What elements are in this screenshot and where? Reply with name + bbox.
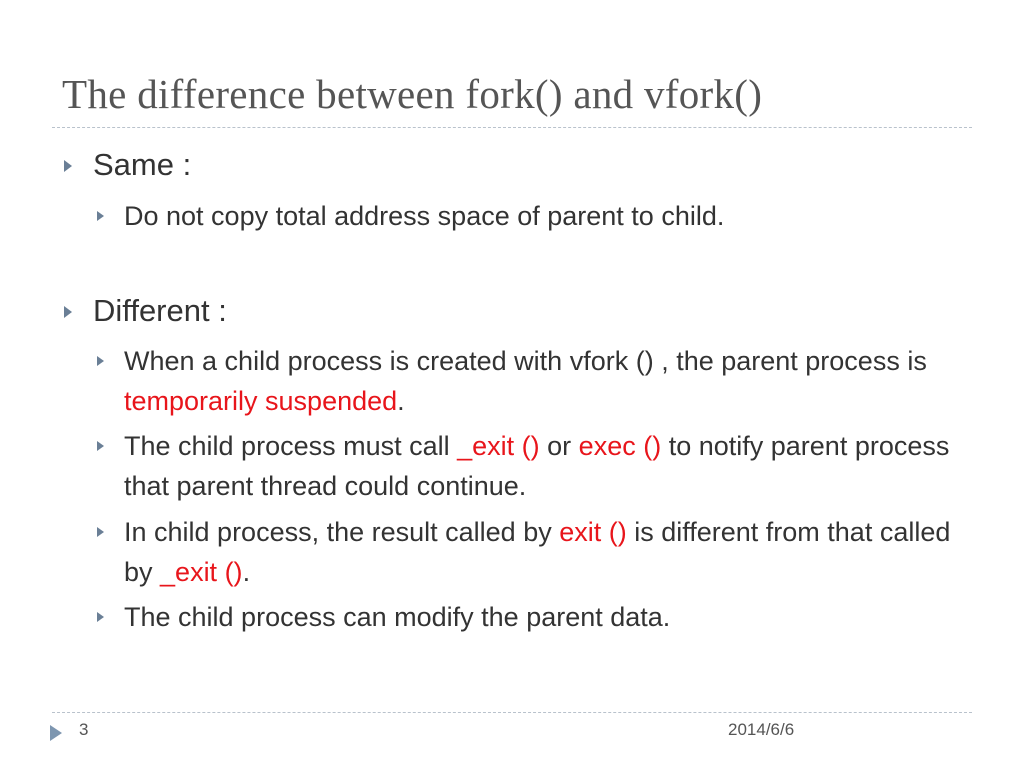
highlight-text: _exit (): [160, 557, 243, 587]
page-number: 3: [79, 720, 89, 739]
highlight-text: exec (): [578, 431, 662, 461]
highlight-text: _exit (): [457, 431, 540, 461]
different-item-3: In child process, the result called by exit () is different from that called by _exit ().: [124, 517, 951, 587]
highlight-text: exit (): [559, 517, 627, 547]
different-item-4: The child process can modify the parent data.: [124, 602, 671, 632]
sub-bullet-arrow-icon: [97, 527, 104, 537]
same-item-1: Do not copy total address space of parent to child.: [124, 201, 725, 231]
bullet-arrow-icon: [64, 306, 72, 318]
slide-date: 2014/6/6: [728, 720, 795, 739]
footer-divider: [52, 712, 972, 713]
same-heading: Same :: [93, 147, 192, 182]
bullet-arrow-icon: [64, 160, 72, 172]
sub-bullet-arrow-icon: [97, 356, 104, 366]
different-item-2: The child process must call _exit () or exec () to notify parent process that parent thread could continue.: [124, 431, 950, 501]
different-item-1: When a child process is created with vfork () , the parent process is temporarily suspended.: [124, 346, 927, 416]
sub-bullet-arrow-icon: [97, 612, 104, 622]
slide-title: The difference between fork() and vfork(): [62, 71, 763, 117]
highlight-text: temporarily suspended: [124, 386, 398, 416]
title-divider: [52, 127, 972, 128]
sub-bullet-arrow-icon: [97, 441, 104, 451]
sub-bullet-arrow-icon: [97, 211, 104, 221]
different-heading: Different :: [93, 293, 227, 328]
footer-arrow-icon: [50, 725, 62, 741]
